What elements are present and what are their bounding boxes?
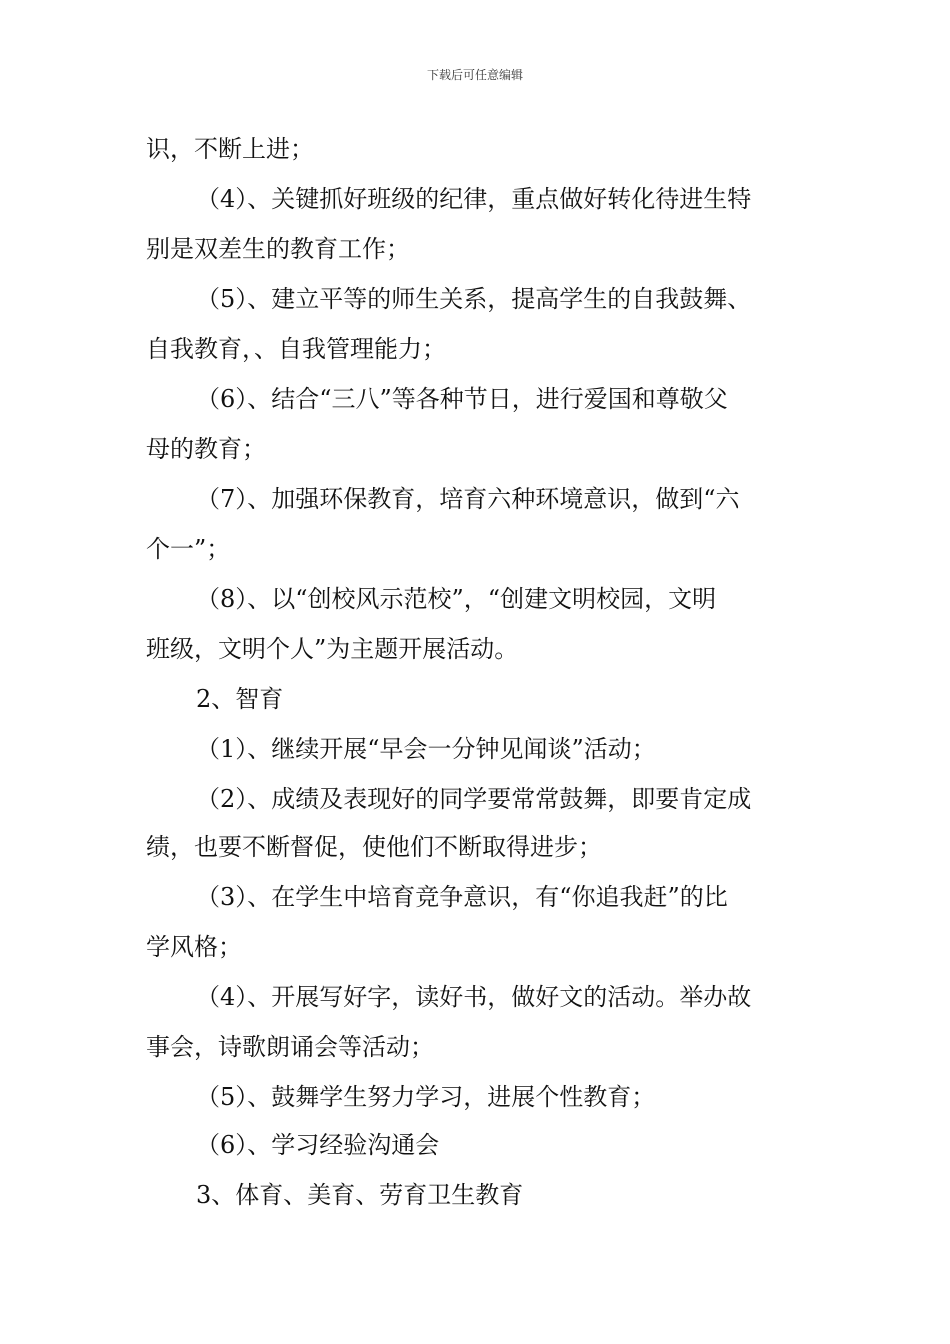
section-heading: 2、智育 <box>196 685 284 713</box>
text-line: （5）、鼓舞学生努力学习，进展个性教育； <box>196 1083 656 1111</box>
text-line: 绩，也要不断督促，使他们不断取得进步； <box>146 833 602 861</box>
text-line: 事会，诗歌朗诵会等活动； <box>146 1033 434 1061</box>
text-line: （7）、加强环保教育，培育六种环境意识，做到“六 <box>196 485 740 513</box>
text-line: （6）、结合“三八”等各种节日，进行爱国和尊敬父 <box>196 385 728 413</box>
text-line: （3）、在学生中培育竞争意识，有“你追我赶”的比 <box>196 883 728 911</box>
text-line: （4）、开展写好字，读好书，做好文的活动。举办故 <box>196 983 752 1011</box>
text-line: （4）、关键抓好班级的纪律，重点做好转化待进生特 <box>196 185 752 213</box>
page-header: 下载后可任意编辑 <box>426 68 523 82</box>
text-line: （8）、以“创校风示范校”，“创建文明校园，文明 <box>196 585 717 613</box>
text-line: 母的教育； <box>146 435 266 463</box>
text-line: 学风格； <box>146 933 242 961</box>
text-line: （6）、学习经验沟通会 <box>196 1131 440 1159</box>
text-line: （2）、成绩及表现好的同学要常常鼓舞，即要肯定成 <box>196 785 752 813</box>
text-line: （5）、建立平等的师生关系，提高学生的自我鼓舞、 <box>196 285 752 313</box>
text-line: 个一”； <box>146 535 231 563</box>
text-line: 班级，文明个人”为主题开展活动。 <box>146 635 519 663</box>
text-line: 别是双差生的教育工作； <box>146 235 410 263</box>
text-line: （1）、继续开展“早会一分钟见闻谈”活动； <box>196 735 656 763</box>
text-line: 识，不断上进； <box>146 135 314 163</box>
section-heading: 3、体育、美育、劳育卫生教育 <box>196 1181 524 1209</box>
text-line: 自我教育，、自我管理能力； <box>146 335 446 363</box>
